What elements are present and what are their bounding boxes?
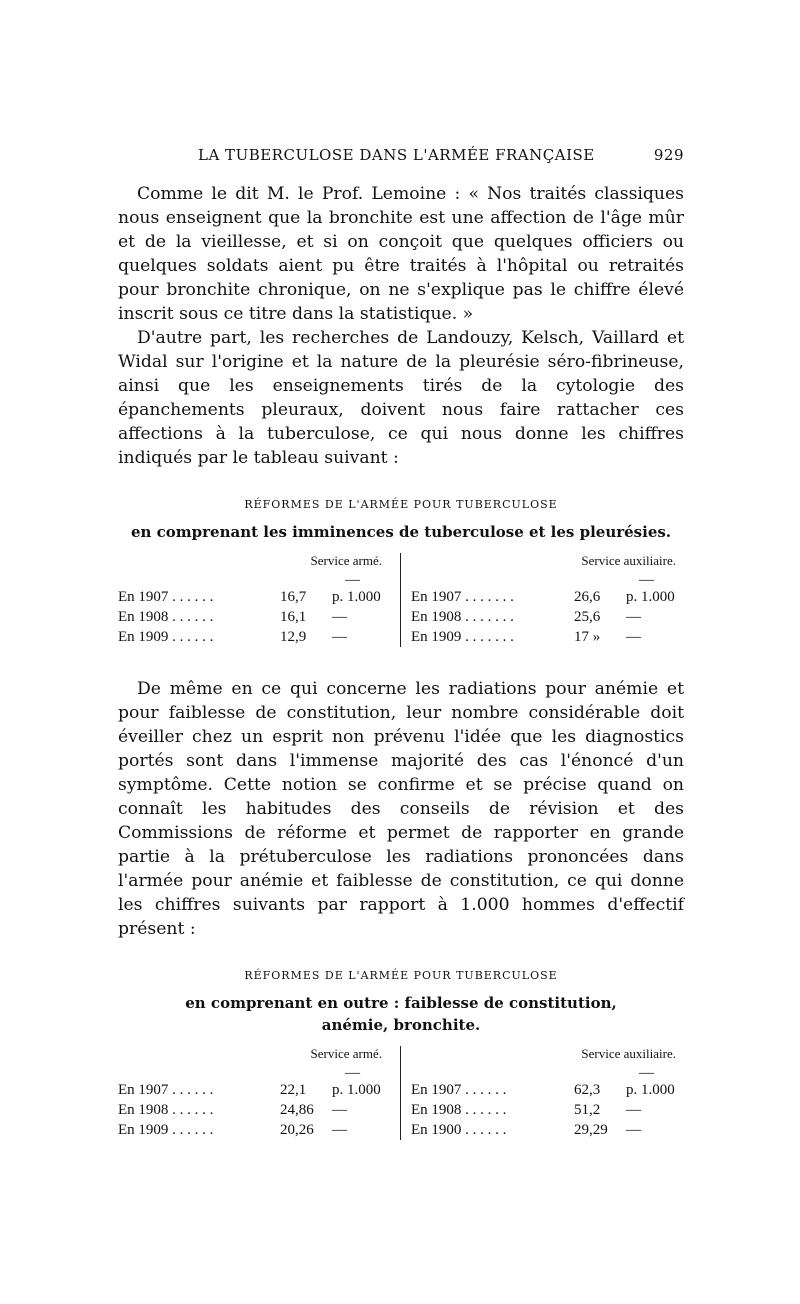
column-head: Service auxiliaire. [581,1046,676,1061]
table-row: En 1900 . . . . . . 29,29 — [411,1122,641,1138]
table-2 [118,969,684,1140]
table-row: En 1908 . . . . . . . 25,6 — [411,609,641,625]
table-row: En 1909 . . . . . . 20,26 — [118,1122,347,1138]
paragraph-3: De même en ce qui concerne les radiations pour anémie et pour faiblesse de constitution, leur nombre considérable doit éveiller chez un esprit non prévenu l'idée que les diagnostics portés sont dans l'immense majorité des cas l'énoncé d'un symptôme. Cette notion se confirme et se précise quand on connaît les habitudes des conseils de révision et des Commissions de réforme et permet de rapporter en grande partie à la prétuberculose les radiations prononcées dans l'armée pour anémie et faiblesse de constitution, ce qui donne les chiffres suivants par rapport à 1.000 hommes d'effectif présent : [118,679,684,939]
table-1-left-column [118,553,401,647]
table-2-caption: RÉFORMES DE L'ARMÉE POUR TUBERCULOSE [244,969,558,982]
book-page [118,140,684,1140]
table-row: En 1908 . . . . . . 51,2 — [411,1102,641,1118]
table-2-left-column [118,1046,401,1140]
column-dash: — [345,1065,360,1081]
running-title: LA TUBERCULOSE DANS L'ARMÉE FRANÇAISE [198,146,595,164]
table-row: En 1909 . . . . . . . 17 » — [411,629,641,645]
table-1-subtitle: en comprenant les imminences de tuberculose et les pleurésies. [130,523,672,541]
table-row: En 1907 . . . . . . 22,1 p. 1.000 [118,1082,381,1098]
paragraph-2: D'autre part, les recherches de Landouzy, Kelsch, Vaillard et Widal sur l'origine et la nature de la pleurésie séro-fibrineuse, ainsi que les enseignements tirés de la cytologie des épanchements pleuraux, doivent nous faire rattacher ces affections à la tuberculose, ce qui nous donne les chiffres indiqués par le tableau suivant : [118,328,684,468]
table-1 [118,498,684,647]
table-row: En 1907 . . . . . . 62,3 p. 1.000 [411,1082,675,1098]
table-1-right-column [401,553,684,647]
column-dash: — [345,572,360,588]
column-dash: — [639,1065,654,1081]
paragraph-1: Comme le dit M. le Prof. Lemoine : « Nos traités classiques nous enseignent que la bronchite est une affection de l'âge mûr et de la vieillesse, et si on conçoit que quelques officiers ou quelques soldats aient pu être traités à l'hôpital ou retraités pour bronchite chronique, on ne s'explique pas le chiffre élevé inscrit sous ce titre dans la statistique. » [118,184,684,324]
table-2-subtitle-2: anémie, bronchite. [321,1016,481,1034]
table-row: En 1908 . . . . . . 16,1 — [118,609,347,625]
table-row: En 1908 . . . . . . 24,86 — [118,1102,347,1118]
table-row: En 1907 . . . . . . 16,7 p. 1.000 [118,589,381,605]
table-1-caption: RÉFORMES DE L'ARMÉE POUR TUBERCULOSE [244,498,558,511]
column-dash: — [639,572,654,588]
column-head: Service armé. [310,553,382,568]
page-number: 929 [653,146,684,164]
column-head: Service armé. [310,1046,382,1061]
running-header [118,140,684,168]
table-row: En 1909 . . . . . . 12,9 — [118,629,347,645]
column-head: Service auxiliaire. [581,553,676,568]
table-2-subtitle-1: en comprenant en outre : faiblesse de constitution, [185,994,617,1012]
table-2-right-column [401,1046,684,1140]
table-row: En 1907 . . . . . . . 26,6 p. 1.000 [411,589,675,605]
